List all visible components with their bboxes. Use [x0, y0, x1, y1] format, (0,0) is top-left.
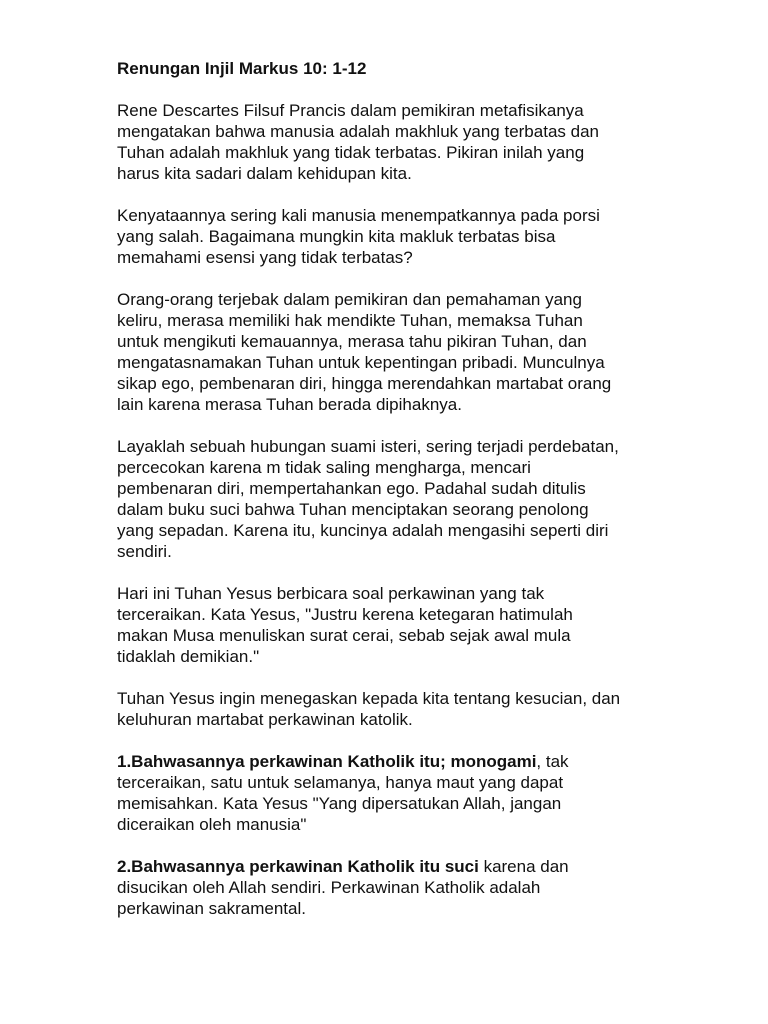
document-title: Renungan Injil Markus 10: 1-12: [117, 59, 367, 78]
paragraph-line: Layaklah sebuah hubungan suami isteri, sering terjadi perdebatan,: [117, 437, 619, 456]
paragraph-line: disucikan oleh Allah sendiri. Perkawinan Katholik adalah: [117, 878, 541, 897]
point-first-line: [117, 751, 652, 772]
paragraph-3: [117, 289, 652, 415]
point-first-line: [117, 856, 652, 877]
paragraph-6: [117, 688, 652, 730]
paragraph-line: sendiri.: [117, 542, 172, 561]
point-heading-rest: karena dan: [478, 857, 569, 876]
paragraph-line: pembenaran diri, mempertahankan ego. Padahal sudah ditulis: [117, 479, 586, 498]
paragraph-line: Rene Descartes Filsuf Prancis dalam pemikiran metafisikanya: [117, 101, 584, 120]
paragraph-line: terceraikan, satu untuk selamanya, hanya maut yang dapat: [117, 773, 564, 792]
document-page: [117, 58, 652, 940]
paragraph-line: Hari ini Tuhan Yesus berbicara soal perkawinan yang tak: [117, 584, 545, 603]
paragraph-line: untuk mengikuti kemauannya, merasa tahu pikiran Tuhan, dan: [117, 332, 587, 351]
paragraph-line: Orang-orang terjebak dalam pemikiran dan pemahaman yang: [117, 290, 582, 309]
paragraph-line: mengatasnamakan Tuhan untuk kepentingan pribadi. Munculnya: [117, 353, 605, 372]
point-heading: 1.Bahwasannya perkawinan Katholik itu; monogami: [117, 752, 537, 771]
paragraph-line: Tuhan Yesus ingin menegaskan kepada kita tentang kesucian, dan: [117, 689, 621, 708]
paragraph-4: [117, 436, 652, 562]
paragraph-line: percecokan karena m tidak saling mengharga, mencari: [117, 458, 531, 477]
paragraph-line: sikap ego, pembenaran diri, hingga merendahkan martabat orang: [117, 374, 612, 393]
paragraph-line: Tuhan adalah makhluk yang tidak terbatas. Pikiran inilah yang: [117, 143, 585, 162]
paragraph-1: [117, 100, 652, 184]
paragraph-line: mengatakan bahwa manusia adalah makhluk yang terbatas dan: [117, 122, 599, 141]
paragraph-5: [117, 583, 652, 667]
paragraph-line: Kenyataannya sering kali manusia menempatkannya pada porsi: [117, 206, 600, 225]
paragraph-line: tidaklah demikian.": [117, 647, 260, 666]
paragraph-line: terceraikan. Kata Yesus, "Justru kerena ketegaran hatimulah: [117, 605, 573, 624]
paragraph-line: memisahkan. Kata Yesus "Yang dipersatukan Allah, jangan: [117, 794, 562, 813]
paragraph-line: keliru, merasa memiliki hak mendikte Tuhan, memaksa Tuhan: [117, 311, 583, 330]
paragraph-line: yang salah. Bagaimana mungkin kita makluk terbatas bisa: [117, 227, 556, 246]
paragraph-line: harus kita sadari dalam kehidupan kita.: [117, 164, 412, 183]
paragraph-line: makan Musa menuliskan surat cerai, sebab sejak awal mula: [117, 626, 571, 645]
paragraph-line: keluhuran martabat perkawinan katolik.: [117, 710, 413, 729]
paragraph-line: yang sepadan. Karena itu, kuncinya adalah mengasihi seperti diri: [117, 521, 609, 540]
point-heading-rest: , tak: [536, 752, 569, 771]
paragraph-line: memahami esensi yang tidak terbatas?: [117, 248, 413, 267]
point-heading: 2.Bahwasannya perkawinan Katholik itu suci: [117, 857, 479, 876]
paragraph-line: perkawinan sakramental.: [117, 899, 306, 918]
point-1: [117, 751, 652, 835]
paragraph-line: dalam buku suci bahwa Tuhan menciptakan seorang penolong: [117, 500, 589, 519]
point-2: [117, 856, 652, 919]
paragraph-line: diceraikan oleh manusia": [117, 815, 307, 834]
paragraph-2: [117, 205, 652, 268]
paragraph-line: lain karena merasa Tuhan berada dipihaknya.: [117, 395, 462, 414]
